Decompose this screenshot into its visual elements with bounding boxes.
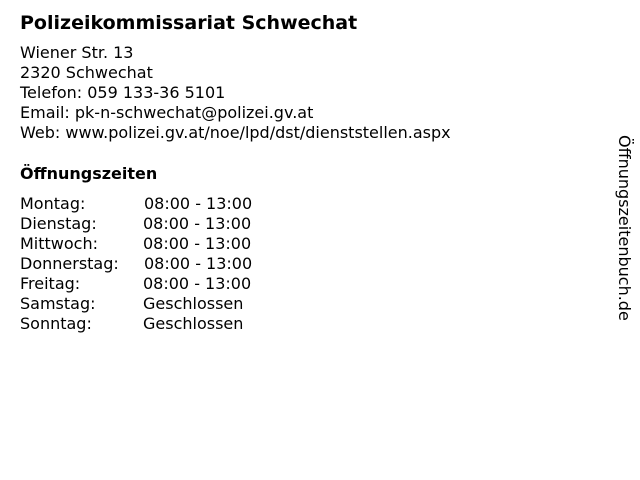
email-address: Email: pk-n-schwechat@polizei.gv.at [20,103,314,122]
time-value: Geschlossen [143,294,244,313]
phone-number: Telefon: 059 133-36 5101 [20,83,226,102]
day-label: Donnerstag: [20,254,119,273]
day-label: Freitag: [20,274,81,293]
day-label: Mittwoch: [20,234,98,253]
time-value: Geschlossen [143,314,244,333]
brand-watermark [612,135,634,363]
website-url: Web: www.polizei.gv.at/noe/lpd/dst/dienststellen.aspx [20,123,451,142]
brand-text: Öffnungszeitenbuch.de [615,135,634,321]
time-value: 08:00 - 13:00 [143,234,252,253]
contact-block [20,43,451,143]
day-label: Sonntag: [20,314,92,333]
day-label: Montag: [20,194,86,213]
day-label: Samstag: [20,294,96,313]
office-name: Polizeikommissariat Schwechat [20,12,358,34]
street-address: Wiener Str. 13 [20,43,134,62]
opening-hours-heading: Öffnungszeiten [20,164,158,183]
time-value: 08:00 - 13:00 [144,194,253,213]
day-label: Dienstag: [20,214,97,233]
time-value: 08:00 - 13:00 [144,254,253,273]
city-address: 2320 Schwechat [20,63,153,82]
time-value: 08:00 - 13:00 [143,214,252,233]
time-value: 08:00 - 13:00 [143,274,252,293]
